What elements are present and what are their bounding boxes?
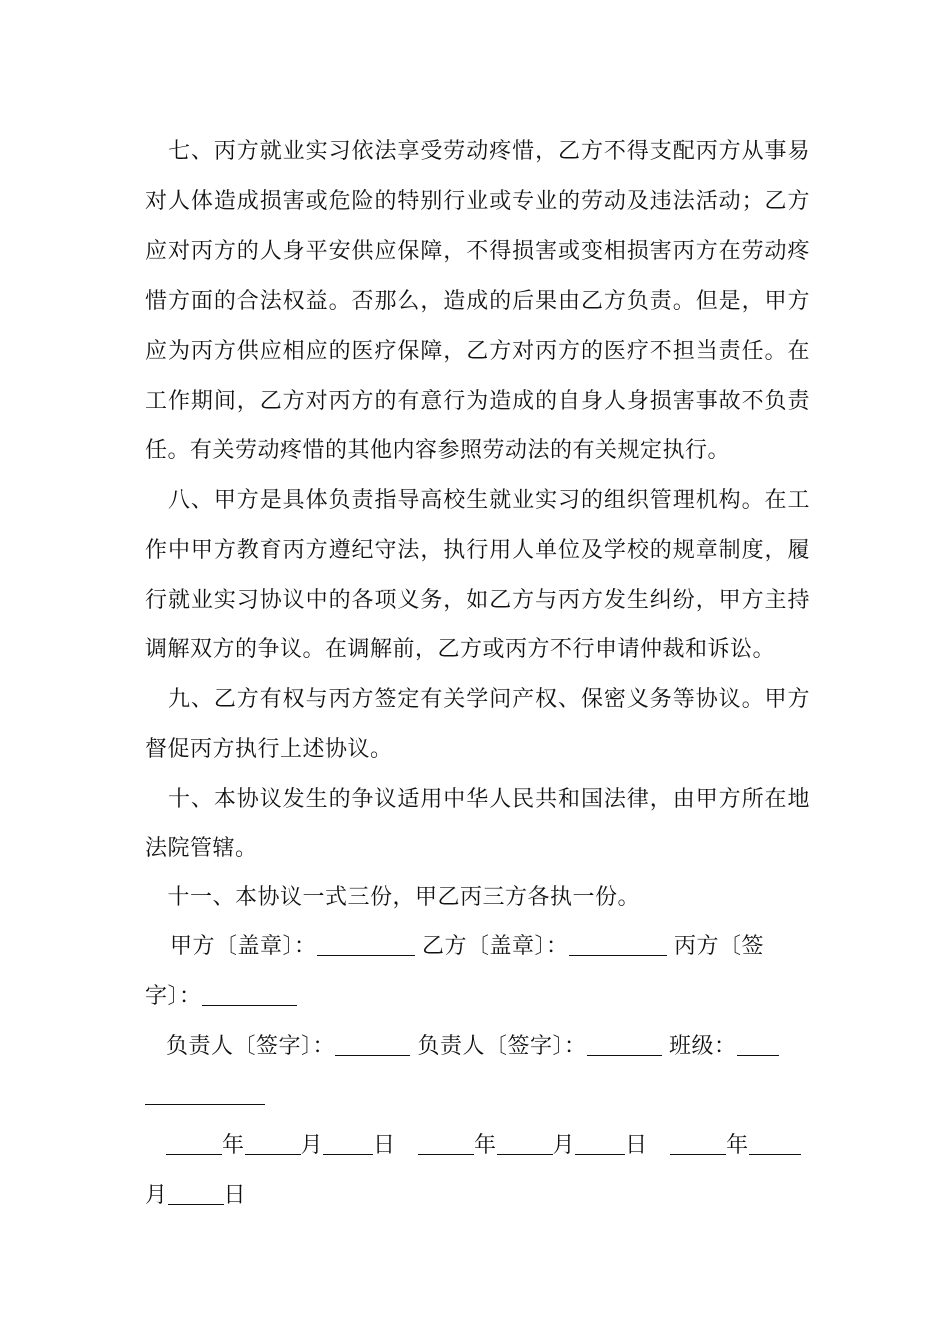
clause-10-line-2: 法院管辖。 [145,836,258,861]
date-a-year-label: 年 [222,1133,245,1158]
signature-seal-row [170,932,810,962]
clause-8-line-1: 八、甲方是具体负责指导高校生就业实习的组织管理机构。在工 [145,488,810,513]
date-c-month-label: 月 [145,1183,168,1208]
date-c-day-blank[interactable] [168,1182,224,1205]
clause-7-line-7: 任。有关劳动疼惜的其他内容参照劳动法的有关规定执行。 [145,438,731,463]
date-b-day-label: 日 [625,1133,648,1158]
responsible-b-blank[interactable] [587,1033,662,1056]
clause-7-line-3: 应对丙方的人身平安供应保障，不得损害或变相损害丙方在劳动疼 [145,239,810,264]
date-c-month-blank-start[interactable] [749,1132,801,1155]
date-b-month-blank[interactable] [497,1132,553,1155]
date-c-year-blank[interactable] [670,1132,726,1155]
date-c-year-label: 年 [726,1133,749,1158]
clause-7-line-1: 七、丙方就业实习依法享受劳动疼惜，乙方不得支配丙方从事易 [145,139,810,164]
clause-8-line-3: 行就业实习协议中的各项义务，如乙方与丙方发生纠纷，甲方主持 [145,588,810,613]
party-b-seal-label: 乙方〔盖章〕： [422,934,569,959]
date-a-year-blank[interactable] [166,1132,222,1155]
date-a-month-blank[interactable] [245,1132,301,1155]
class-blank-continued [145,1081,810,1111]
date-row-continued [145,1181,810,1211]
class-blank-start[interactable] [737,1033,779,1056]
clause-7-line-5: 应为丙方供应相应的医疗保障，乙方对丙方的医疗不担当责任。在 [145,339,810,364]
date-b-day-blank[interactable] [575,1132,625,1155]
clause-7-line-4: 惜方面的合法权益。否那么，造成的后果由乙方负责。但是，甲方 [145,289,810,314]
party-a-seal-label: 甲方〔盖章〕： [170,934,317,959]
clause-9-line-1: 九、乙方有权与丙方签定有关学问产权、保密义务等协议。甲方 [145,687,810,712]
date-a-day-label: 日 [373,1133,396,1158]
party-b-seal-blank[interactable] [569,933,667,956]
responsible-a-blank[interactable] [335,1033,410,1056]
clause-7-line-6: 工作期间，乙方对丙方的有意行为造成的自身人身损害事故不负责 [145,389,810,414]
party-c-sign-label-end: 字〕： [145,984,202,1009]
party-c-sign-label-start: 丙方〔签 [674,934,765,959]
party-a-seal-blank[interactable] [317,933,415,956]
party-c-sign-blank[interactable] [202,983,297,1006]
date-b-year-blank[interactable] [418,1132,474,1155]
date-a-month-label: 月 [300,1133,324,1158]
clause-9-line-2: 督促丙方执行上述协议。 [145,737,393,762]
date-c-day-label: 日 [223,1183,247,1208]
responsible-row [166,1032,810,1062]
date-b-year-label: 年 [474,1133,497,1158]
clause-10-line-1: 十、本协议发生的争议适用中华人民共和国法律，由甲方所在地 [145,787,810,812]
date-row [166,1131,810,1161]
signature-seal-row-continued [145,982,810,1012]
clause-7-line-2: 对人体造成损害或危险的特别行业或专业的劳动及违法活动；乙方 [145,189,810,214]
clause-11-line-1: 十一、本协议一式三份，甲乙丙三方各执一份。 [145,885,641,910]
date-b-month-label: 月 [552,1133,576,1158]
responsible-a-label: 负责人〔签字〕： [166,1034,336,1059]
class-label: 班级： [669,1034,737,1059]
responsible-b-label: 负责人〔签字〕： [417,1034,587,1059]
clause-8-line-2: 作中甲方教育丙方遵纪守法，执行用人单位及学校的规章制度，履 [145,538,810,563]
clause-8-line-4: 调解双方的争议。在调解前，乙方或丙方不行申请仲裁和诉讼。 [145,637,776,662]
date-a-day-blank[interactable] [323,1132,373,1155]
class-blank-end[interactable] [145,1082,265,1105]
